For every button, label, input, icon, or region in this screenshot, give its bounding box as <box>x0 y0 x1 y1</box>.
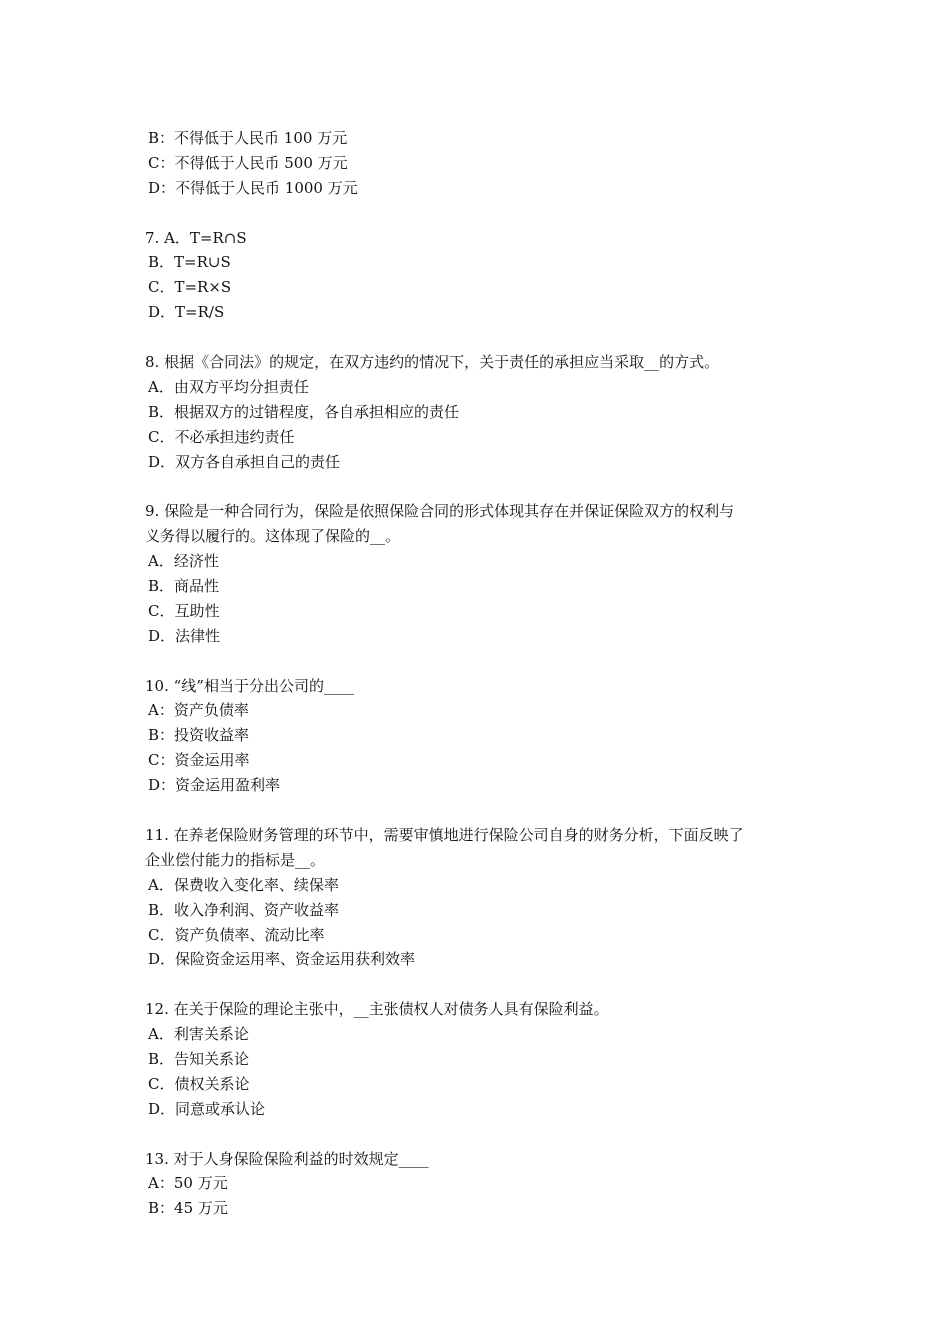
option-d: D．T=R/S <box>148 303 225 322</box>
option-b: B．T=R∪S <box>148 253 231 272</box>
question-11 <box>145 823 815 972</box>
option-c: C：不得低于人民币 500 万元 <box>148 153 348 172</box>
option-a: A：50 万元 <box>148 1174 228 1193</box>
option-c: C．互助性 <box>148 601 220 620</box>
option-b: B．商品性 <box>148 577 220 596</box>
option-d: D．同意或承认论 <box>148 1099 266 1118</box>
question-7 <box>145 226 815 326</box>
question-stem-line-2: 企业偿付能力的指标是__。 <box>145 850 326 869</box>
option-b: B：不得低于人民币 100 万元 <box>148 129 348 147</box>
question-13 <box>145 1147 815 1222</box>
question-stem-line-1: 9. 保险是一种合同行为，保险是依照保险合同的形式体现其存在并保证保险双方的权利与 <box>145 502 735 521</box>
question-stem: 10. “线”相当于分出公司的____ <box>145 676 354 695</box>
option-c: C．资产负债率、流动比率 <box>148 925 325 944</box>
option-a: A．由双方平均分担责任 <box>148 377 309 396</box>
option-c: C．T=R×S <box>148 278 232 297</box>
question-8 <box>145 350 815 474</box>
question-9 <box>145 499 815 648</box>
option-b: B．告知关系论 <box>148 1049 250 1068</box>
spacer <box>145 649 815 674</box>
option-a: A．保费收入变化率、续保率 <box>148 875 339 894</box>
option-c: C：资金运用率 <box>148 751 250 770</box>
option-a: A：资产负债率 <box>148 701 249 720</box>
spacer <box>145 798 815 823</box>
question-12 <box>145 997 815 1121</box>
spacer <box>145 325 815 350</box>
question-stem: 8. 根据《合同法》的规定，在双方违约的情况下，关于责任的承担应当采取__的方式。 <box>145 353 720 372</box>
question-list <box>145 126 815 1221</box>
option-d: D：资金运用盈利率 <box>148 776 281 795</box>
option-d: D．双方各自承担自己的责任 <box>148 452 341 471</box>
question-stem: 13. 对于人身保险保险利益的时效规定____ <box>145 1149 429 1168</box>
question-10 <box>145 674 815 798</box>
spacer <box>145 201 815 226</box>
question-stem-line-2: 义务得以履行的。这体现了保险的__。 <box>145 527 401 546</box>
option-b: B：投资收益率 <box>148 726 250 745</box>
spacer <box>145 474 815 499</box>
option-a: A．利害关系论 <box>148 1025 249 1044</box>
option-c: C．债权关系论 <box>148 1074 250 1093</box>
option-b: B：45 万元 <box>148 1199 228 1218</box>
option-d: D．保险资金运用率、资金运用获利效率 <box>148 950 416 969</box>
question-stem: 7. A．T=R∩S <box>145 228 247 247</box>
option-d: D．法律性 <box>148 626 221 645</box>
question-stem: 12. 在关于保险的理论主张中，__主张债权人对债务人具有保险利益。 <box>145 1000 609 1019</box>
option-a: A．经济性 <box>148 552 219 571</box>
question-6-continued <box>145 126 815 201</box>
spacer <box>145 1122 815 1147</box>
spacer <box>145 972 815 997</box>
question-stem-line-1: 11. 在养老保险财务管理的环节中，需要审慎地进行保险公司自身的财务分析，下面反映了 <box>145 825 744 844</box>
option-c: C．不必承担违约责任 <box>148 427 295 446</box>
option-b: B．根据双方的过错程度，各自承担相应的责任 <box>148 402 460 421</box>
option-b: B．收入净利润、资产收益率 <box>148 900 340 919</box>
option-d: D：不得低于人民币 1000 万元 <box>148 178 358 197</box>
